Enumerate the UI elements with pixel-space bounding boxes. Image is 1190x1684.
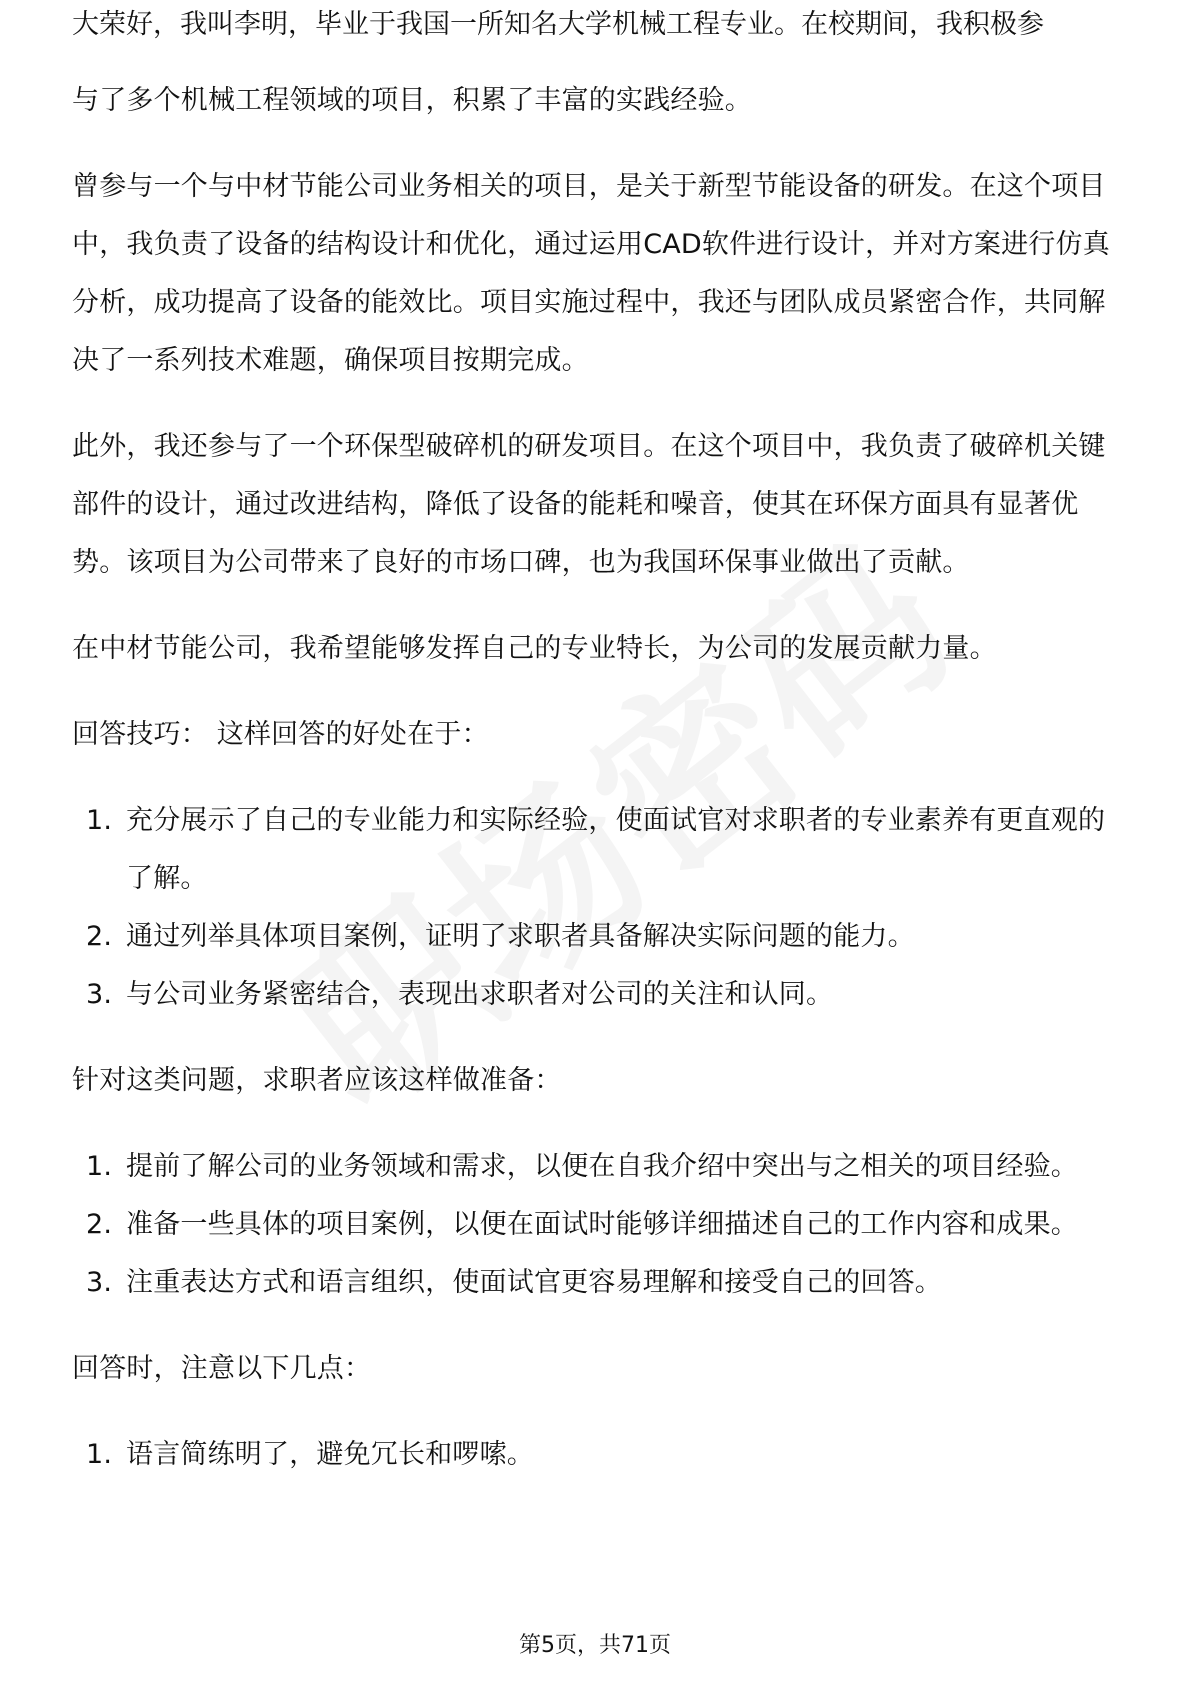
list-item-text: 与公司业务紧密结合，表现出求职者对公司的关注和认同。 xyxy=(126,979,834,1010)
list-item xyxy=(72,1196,1122,1254)
answer-benefits-list xyxy=(72,792,1122,1024)
cut-off-line-text: 大荣好，我叫李明，毕业于我国一所知名大学机械工程专业。在校期间，我积极参 xyxy=(72,9,1044,40)
list-item-text: 注重表达方式和语言组织，使面试官更容易理解和接受自己的回答。 xyxy=(126,1267,942,1298)
list-number: 2. xyxy=(86,1209,113,1240)
list-item-text: 通过列举具体项目案例，证明了求职者具备解决实际问题的能力。 xyxy=(126,921,915,952)
section-heading: 针对这类问题，求职者应该这样做准备： xyxy=(72,1065,562,1096)
list-item xyxy=(72,908,1122,966)
paragraph: 与了多个机械工程领域的项目，积累了丰富的实践经验。 xyxy=(72,85,752,116)
document-body xyxy=(72,72,1122,1512)
list-number: 3. xyxy=(86,1267,113,1298)
list-number: 3. xyxy=(86,979,113,1010)
list-item xyxy=(72,966,1122,1024)
paragraph: 此外，我还参与了一个环保型破碎机的研发项目。在这个项目中，我负责了破碎机关键部件的设计，通过改进结构，降低了设备的能耗和噪音，使其在环保方面具有显著优势。该项目为公司带来了良好的市场口碑，也为我国环保事业做出了贡献。 xyxy=(72,431,1106,578)
list-item xyxy=(72,1426,1122,1484)
list-number: 1. xyxy=(86,1439,113,1470)
paragraph: 在中材节能公司，我希望能够发挥自己的专业特长，为公司的发展贡献力量。 xyxy=(72,633,997,664)
paragraph: 曾参与一个与中材节能公司业务相关的项目，是关于新型节能设备的研发。在这个项目中，我负责了设备的结构设计和优化，通过运用CAD软件进行设计，并对方案进行仿真分析，成功提高了设备的能效比。项目实施过程中，我还与团队成员紧密合作，共同解决了一系列技术难题，确保项目按期完成。 xyxy=(72,171,1110,376)
preparation-list xyxy=(72,1138,1122,1312)
section-heading: 回答时，注意以下几点： xyxy=(72,1353,372,1384)
list-number: 2. xyxy=(86,921,113,952)
cut-off-line xyxy=(72,9,1122,70)
list-item-text: 准备一些具体的项目案例，以便在面试时能够详细描述自己的工作内容和成果。 xyxy=(126,1209,1078,1240)
section-heading: 回答技巧： 这样回答的好处在于： xyxy=(72,719,489,750)
list-number: 1. xyxy=(86,805,113,836)
list-number: 1. xyxy=(86,1151,113,1182)
list-item xyxy=(72,1138,1122,1196)
list-item-text: 提前了解公司的业务领域和需求，以便在自我介绍中突出与之相关的项目经验。 xyxy=(126,1151,1078,1182)
list-item xyxy=(72,1254,1122,1312)
list-item-text: 充分展示了自己的专业能力和实际经验，使面试官对求职者的专业素养有更直观的了解。 xyxy=(126,805,1106,894)
attention-points-list xyxy=(72,1426,1122,1484)
page-number-footer: 第5页，共71页 xyxy=(519,1633,671,1658)
list-item xyxy=(72,792,1122,908)
list-item-text: 语言简练明了，避免冗长和啰嗦。 xyxy=(126,1439,534,1470)
